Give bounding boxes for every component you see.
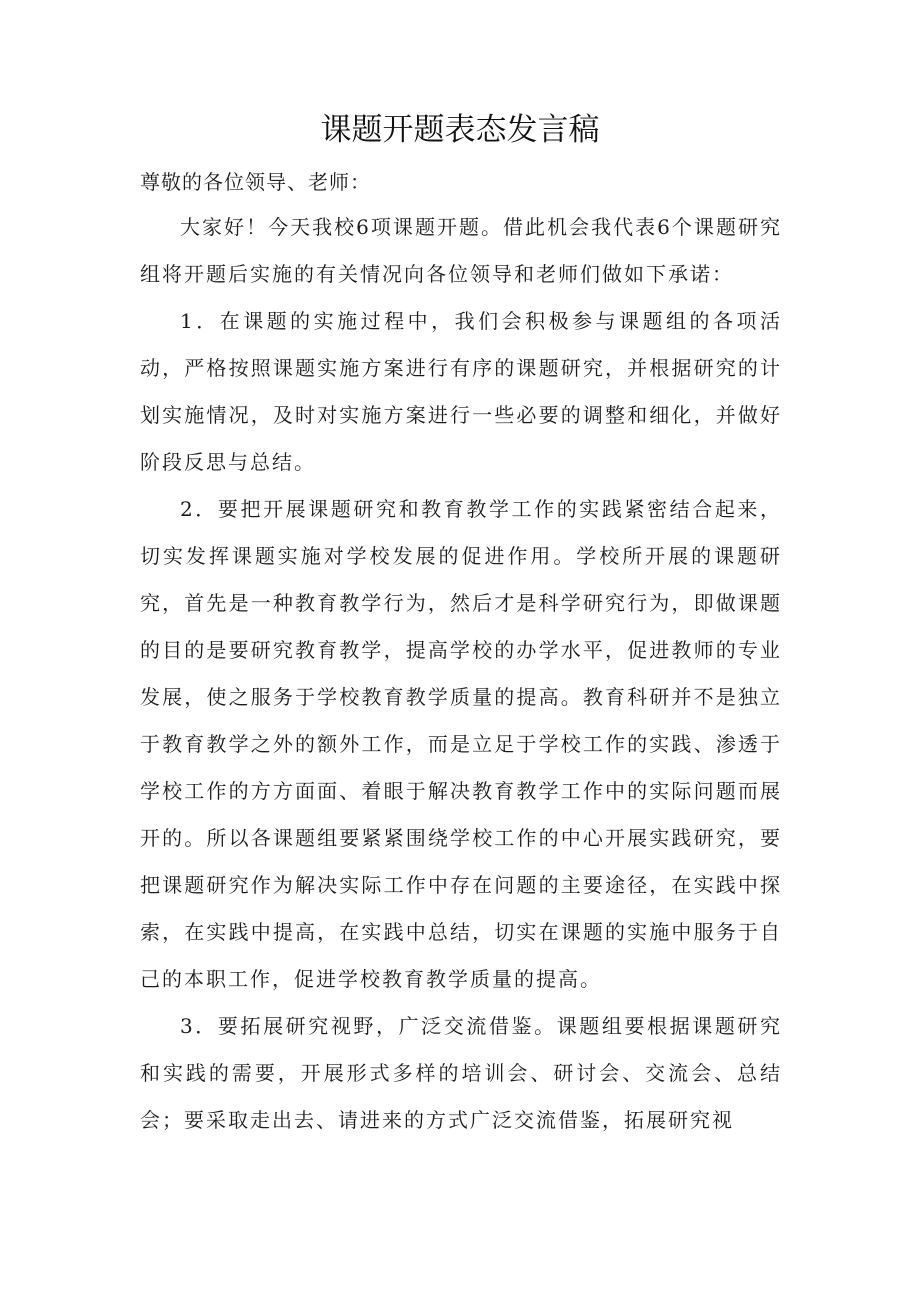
salutation: 尊敬的各位领导、老师：	[140, 170, 371, 194]
paragraph-point-3: 3．要拓展研究视野，广泛交流借鉴。课题组要根据课题研究和实践的需要，开展形式多样的培训会、研讨会、交流会、总结会；要采取走出去、请进来的方式广泛交流借鉴，拓展研究视	[140, 1014, 782, 1132]
paragraph-point-2: 2．要把开展课题研究和教育教学工作的实践紧密结合起来，切实发挥课题实施对学校发展的促进作用。学校所开展的课题研究，首先是一种教育教学行为，然后才是科学研究行为，即做课题的目的是要研究教育教学，提高学校的办学水平，促进教师的专业发展，使之服务于学校教育教学质量的提高。教育科研并不是独立于教育教学之外的额外工作，而是立足于学校工作的实践、渗透于学校工作的方方面面、着眼于解决教育教学工作中的实际问题而展开的。所以各课题组要紧紧围绕学校工作的中心开展实践研究，要把课题研究作为解决实际工作中存在问题的主要途径，在实践中探索，在实践中提高，在实践中总结，切实在课题的实施中服务于自己的本职工作，促进学校教育教学质量的提高。	[140, 497, 782, 991]
paragraph-point-1: 1．在课题的实施过程中，我们会积极参与课题组的各项活动，严格按照课题实施方案进行有序的课题研究，并根据研究的计划实施情况，及时对实施方案进行一些必要的调整和细化，并做好阶段反思与总结。	[140, 309, 782, 474]
document-body	[140, 160, 782, 1144]
paragraph-greeting: 大家好！今天我校6项课题开题。借此机会我代表6个课题研究组将开题后实施的有关情况向各位领导和老师们做如下承诺：	[140, 215, 782, 286]
document-title: 课题开题表态发言稿	[320, 112, 600, 148]
